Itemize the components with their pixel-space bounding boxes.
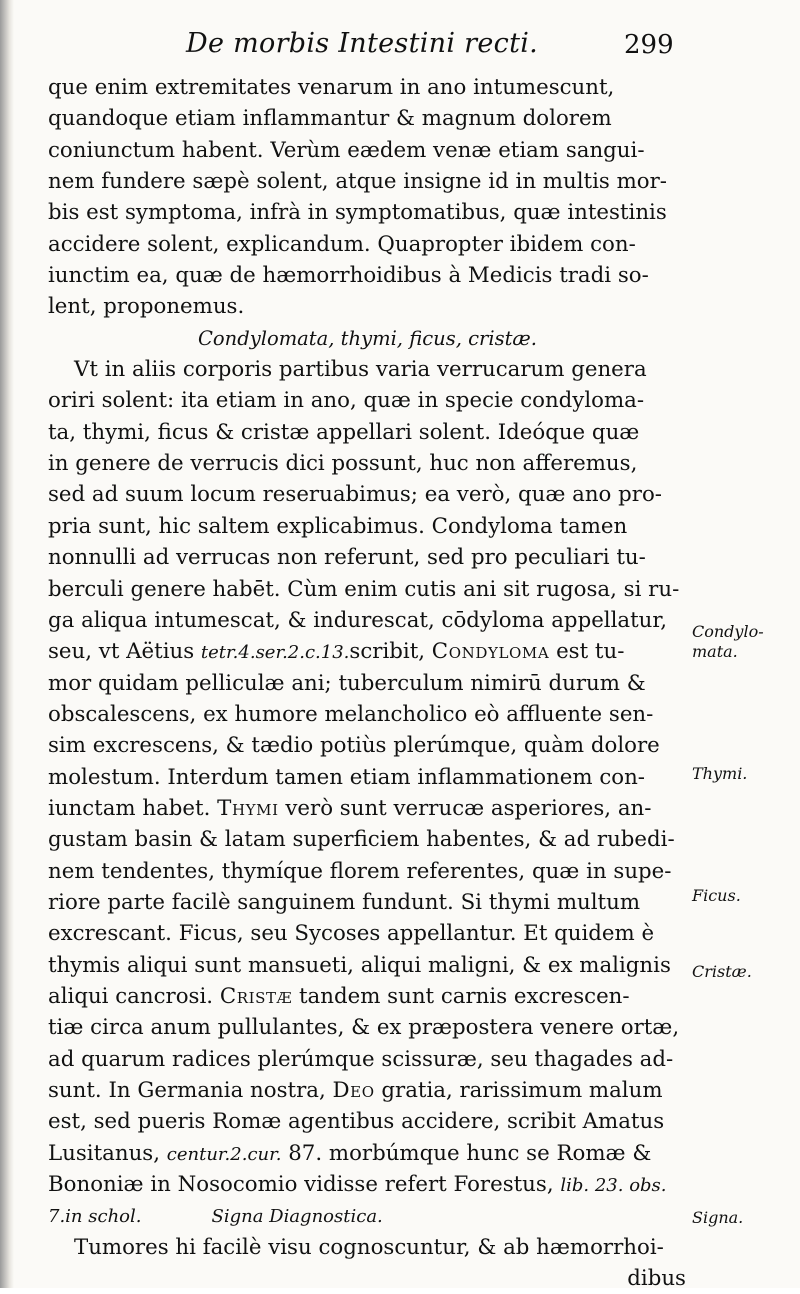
text-line <box>48 1169 688 1200</box>
text-line: thymis aliqui sunt mansueti, aliqui maligni, & ex malignis <box>48 952 671 978</box>
text-line: obscalescens, ex humore melancholico eò affluente sen- <box>48 701 654 727</box>
text-line: gustam basin & latam superficiem habentes, & ad rubedi- <box>48 827 675 853</box>
text-line: est, sed pueris Romæ agentibus accidere, scribit Amatus <box>48 1109 665 1135</box>
text-line: tiæ circa anum pullulantes, & ex præpostera venere ortæ, <box>48 1015 680 1041</box>
text-line: sim excrescens, & tædio potiùs plerúmque, quàm dolore <box>48 733 660 759</box>
margin-note-thymi: Thymi. <box>692 764 748 783</box>
text-fragment: est tu- <box>549 639 625 665</box>
text-line: mor quidam pelliculæ ani; tuberculum nimirū durum & <box>48 670 646 696</box>
text-line: molestum. Interdum tamen etiam inflammationem con- <box>48 764 645 790</box>
main-text <box>48 72 688 1294</box>
text-line: ad quarum radices plerúmque scissuræ, seu thagades ad- <box>48 1046 674 1072</box>
text-line: nem tendentes, thymíque florem referentes, quæ in supe- <box>48 858 672 884</box>
text-line: ta, thymi, ficus & cristæ appellari solent. Ideóque quæ <box>48 419 640 445</box>
text-fragment: tandem sunt carnis excrescen- <box>292 983 630 1009</box>
text-fragment: gratia, rarissimum malum <box>374 1078 663 1103</box>
text-fragment: Lusitanus, <box>48 1140 167 1166</box>
term-small-caps: Thymi <box>217 795 279 821</box>
text-line: iunctim ea, quæ de hæmorrhoidibus à Medicis tradi so- <box>48 263 649 289</box>
section-heading-signa: Signa Diagnostica. <box>211 1206 383 1228</box>
citation-reference: centur.2.cur. <box>166 1143 282 1165</box>
text-fragment: verò sunt verrucæ asperiores, an- <box>278 795 652 821</box>
margin-note-signa: Signa. <box>692 1208 744 1227</box>
running-title: De morbis Intestini recti. <box>186 28 539 59</box>
page-header <box>0 28 800 68</box>
text-line <box>48 1075 688 1106</box>
term-small-caps: Deo <box>332 1078 375 1103</box>
text-line <box>48 636 688 667</box>
text-line: bis est symptoma, infrà in symptomatibus, quæ intestinis <box>48 200 667 226</box>
section-heading-condylomata: Condylomata, thymi, ficus, cristæ. <box>198 326 537 350</box>
text-line: berculi genere habēt. Cùm enim cutis ani sit rugosa, si ru- <box>48 576 680 602</box>
text-line: oriri solent: ita etiam in ano, quæ in specie condyloma- <box>48 388 645 414</box>
text-line <box>48 1200 688 1231</box>
text-line: excrescant. Ficus, seu Sycoses appellantur. Et quidem è <box>48 921 655 947</box>
text-fragment: seu, vt Aëtius <box>48 639 201 665</box>
text-line: lent, proponemus. <box>48 294 245 320</box>
text-line: Vt in aliis corporis partibus varia verrucarum genera <box>74 357 647 383</box>
text-line: Tumores hi facilè visu cognoscuntur, & ab hæmorrhoi- <box>74 1234 664 1260</box>
page-number: 299 <box>624 30 674 60</box>
text-fragment: 87. morbúmque hunc se Romæ & <box>281 1140 652 1166</box>
citation-reference: tetr.4.ser.2.c.13. <box>200 642 350 664</box>
text-fragment: scribit, <box>349 639 432 665</box>
text-line: riore parte facilè sanguinem fundunt. Si thymi multum <box>48 889 641 915</box>
margin-note-crista: Cristæ. <box>692 962 752 981</box>
citation-reference: lib. 23. obs. <box>560 1175 667 1197</box>
text-fragment: Bononiæ in Nosocomio vidisse refert Forestus, <box>48 1172 561 1198</box>
text-line <box>48 793 688 824</box>
text-line <box>48 1138 688 1169</box>
text-line: ga aliqua intumescat, & indurescat, cōdyloma appellatur, <box>48 607 668 633</box>
text-fragment: aliqui cancrosi. <box>48 983 220 1009</box>
page-spine-shadow <box>0 0 14 1288</box>
text-line <box>48 981 688 1012</box>
text-line: in genere de verrucis dici possunt, huc non afferemus, <box>48 451 638 477</box>
text-line: nem fundere sæpè solent, atque insigne id in multis mor- <box>48 169 667 195</box>
term-small-caps: Condyloma <box>431 639 550 665</box>
text-line: accidere solent, explicandum. Quapropter ibidem con- <box>48 231 636 257</box>
text-fragment: iunctam habet. <box>48 795 218 821</box>
text-line: pria sunt, hic saltem explicabimus. Condyloma tamen <box>48 513 628 539</box>
margin-note-ficus: Ficus. <box>692 886 741 905</box>
text-line: sed ad suum locum reseruabimus; ea verò, quæ ano pro- <box>48 482 662 508</box>
text-line: quandoque etiam inflammantur & magnum dolorem <box>48 106 612 132</box>
text-line: nonnulli ad verrucas non referunt, sed pro peculiari tu- <box>48 545 646 571</box>
term-small-caps: Cristæ <box>219 983 293 1009</box>
text-line: coniunctum habent. Verùm eædem venæ etiam sangui- <box>48 137 645 163</box>
margin-note-condylomata: Condylo- mata. <box>692 622 764 661</box>
text-line: que enim extremitates venarum in ano intumescunt, <box>48 75 615 100</box>
catchword: dibus <box>627 1266 686 1292</box>
text-fragment: sunt. In Germania nostra, <box>48 1078 333 1103</box>
citation-reference: 7.in schol. <box>48 1206 142 1228</box>
